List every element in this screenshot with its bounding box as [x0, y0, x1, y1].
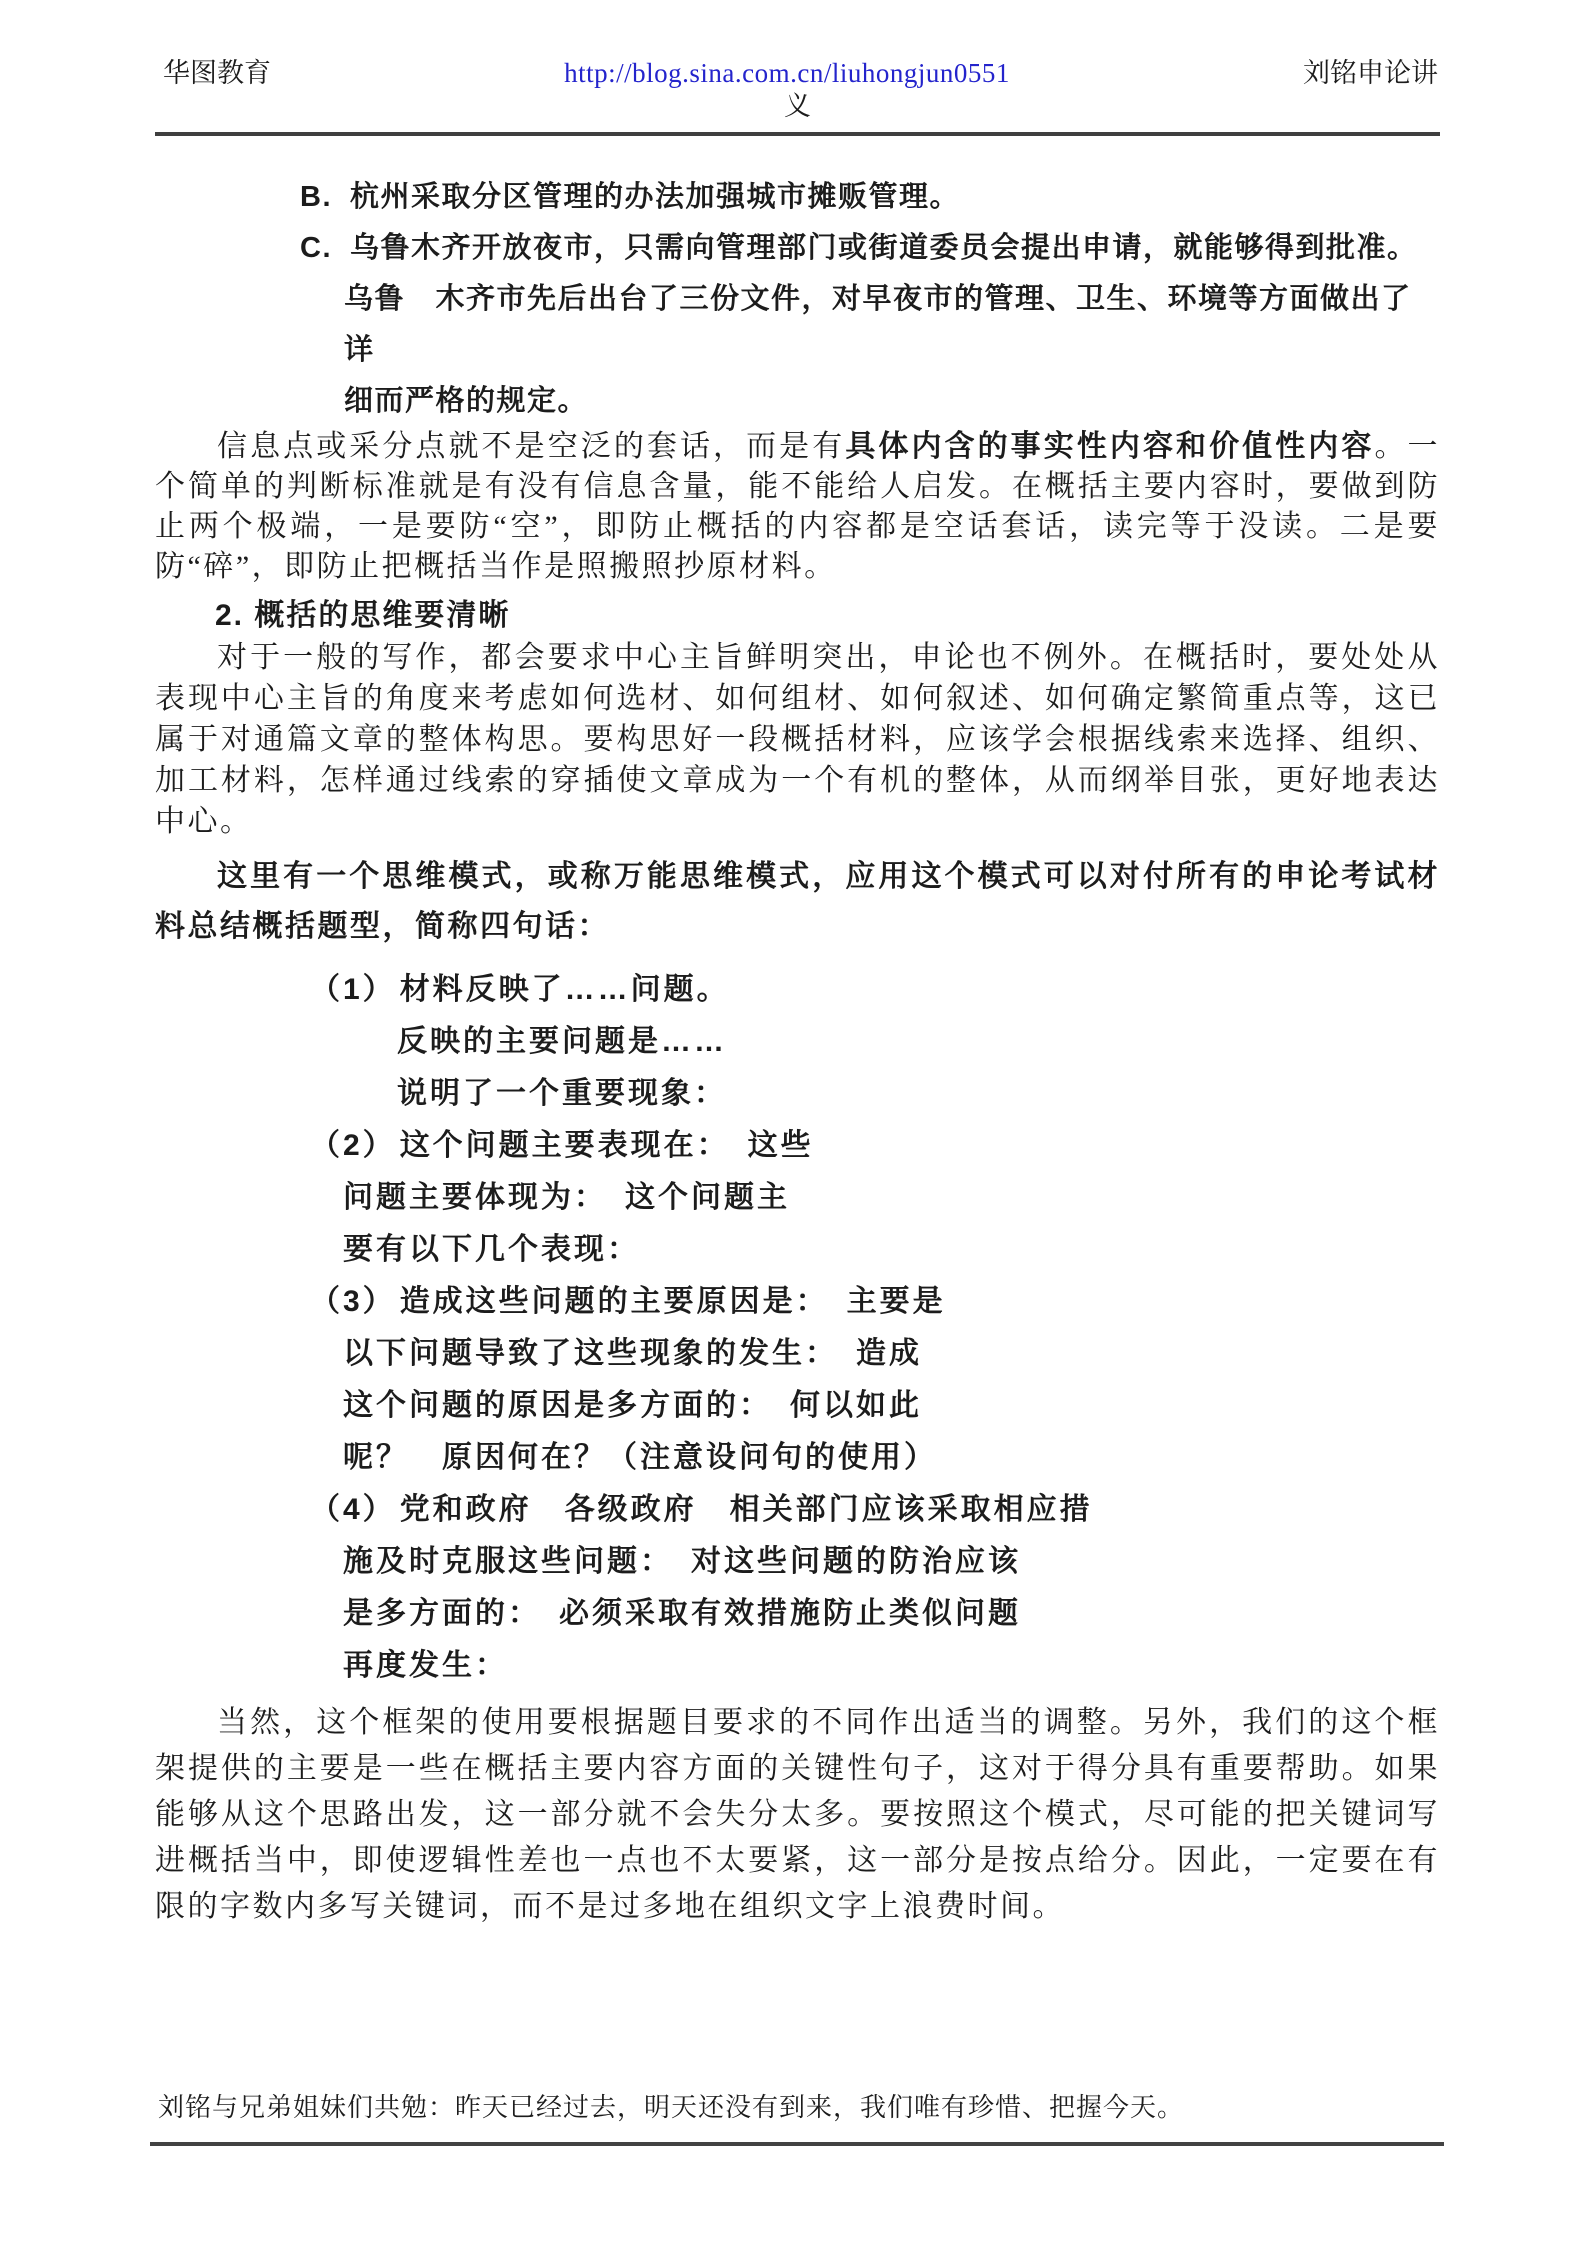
- formula-item-4-line-3: 是多方面的： 必须采取有效措施防止类似问题: [343, 1597, 1021, 1630]
- formula-item-1-line-1: [155, 964, 1440, 1016]
- formula-item-1-line-2: 反映的主要问题是……: [397, 1025, 727, 1058]
- formula-item-4-line-4: 再度发生：: [343, 1649, 508, 1682]
- formula-item-3-line-2: 以下问题导致了这些现象的发生： 造成: [343, 1337, 922, 1370]
- formula-item-2-line-2: 问题主要体现为： 这个问题主: [343, 1181, 790, 1214]
- formula-item-2-line-3: 要有以下几个表现：: [343, 1233, 640, 1266]
- option-c-text-line2: 乌鲁 木齐市先后出台了三份文件，对早夜市的管理、卫生、环境等方面做出了详: [344, 283, 1412, 366]
- paragraph-info-points-lead: 信息点或采分点就不是空泛的套话，而是有: [217, 430, 846, 463]
- page-header: [155, 56, 1440, 90]
- option-list: [155, 172, 1440, 427]
- paragraph-info-points-tail: 。一个简单的判断标准就是有没有信息含量，能不能给人启发。在概括主要内容时，要做到防止两个极端，一是要防“空”，即防止概括的内容都是空话套话，读完等于没读。二是要防“碎”，即防止把概括当作是照搬照抄原材料。: [155, 430, 1441, 583]
- footer-motto: 刘铭与兄弟姐妹们共勉：昨天已经过去，明天还没有到来，我们唯有珍惜、把握今天。: [158, 2093, 1185, 2122]
- paragraph-info-points: [155, 427, 1440, 587]
- formula-item-1-label: （1）: [310, 973, 396, 1006]
- formula-item-3-line-1: [155, 1276, 1440, 1328]
- footer-divider: [150, 2142, 1444, 2146]
- formula-item-3-line-3: 这个问题的原因是多方面的： 何以如此: [343, 1389, 922, 1422]
- option-b-row: [155, 172, 1440, 223]
- paragraph-info-points-bold: 具体内含的事实性内容和价值性内容: [845, 430, 1375, 463]
- formula-list: [155, 964, 1440, 1692]
- formula-item-2-line-1: [155, 1120, 1440, 1172]
- option-c-text-line3: 细而严格的规定。: [344, 385, 589, 417]
- formula-item-1-text: 材料反映了……问题。: [399, 973, 730, 1006]
- formula-item-3-text: 造成这些问题的主要原因是： 主要是: [399, 1285, 946, 1318]
- formula-item-2-text: 这个问题主要表现在： 这些: [399, 1129, 814, 1162]
- section-heading-2: 2. 概括的思维要清晰: [215, 599, 511, 632]
- formula-item-4-line-1: [155, 1484, 1440, 1536]
- formula-item-3-line-4: 呢？ 原因何在？（注意设问句的使用）: [343, 1441, 937, 1474]
- formula-item-2-label: （2）: [310, 1129, 396, 1162]
- formula-item-4-text: 党和政府 各级政府 相关部门应该采取相应措: [399, 1493, 1093, 1526]
- doc-title-wrapped-char: 义: [784, 91, 811, 121]
- option-c-label: C.: [300, 232, 332, 264]
- option-b-label: B.: [300, 181, 332, 213]
- header-divider: [155, 132, 1440, 136]
- formula-item-3-label: （3）: [310, 1285, 396, 1318]
- doc-title-right: 刘铭申论讲: [1302, 58, 1438, 88]
- option-b-text: 杭州采取分区管理的办法加强城市摊贩管理。: [350, 181, 961, 213]
- paragraph-thinking-model: 这里有一个思维模式，或称万能思维模式，应用这个模式可以对付所有的申论考试材料总结概括题型，简称四句话：: [155, 860, 1440, 943]
- blog-url-link[interactable]: http://blog.sina.com.cn/liuhongjun0551: [564, 58, 1010, 88]
- paragraph-closing: 当然，这个框架的使用要根据题目要求的不同作出适当的调整。另外，我们的这个框架提供的主要是一些在概括主要内容方面的关键性句子，这对于得分具有重要帮助。如果能够从这个思路出发，这一部分就不会失分太多。要按照这个模式，尽可能的把关键词写进概括当中，即使逻辑性差也一点也不太要紧，这一部分是按点给分。因此，一定要在有限的字数内多写关键词，而不是过多地在组织文字上浪费时间。: [155, 1706, 1440, 1923]
- formula-item-1-line-3: 说明了一个重要现象：: [397, 1077, 727, 1110]
- formula-item-4-line-2: 施及时克服这些问题： 对这些问题的防治应该: [343, 1545, 1021, 1578]
- option-c-text-line1: 乌鲁木齐开放夜市，只需向管理部门或街道委员会提出申请，就能够得到批准。: [350, 232, 1418, 264]
- paragraph-writing-theme: 对于一般的写作，都会要求中心主旨鲜明突出，申论也不例外。在概括时，要处处从表现中心主旨的角度来考虑如何选材、如何组材、如何叙述、如何确定繁简重点等，这已属于对通篇文章的整体构思。要构思好一段概括材料，应该学会根据线索来选择、组织、加工材料，怎样通过线索的穿插使文章成为一个有机的整体，从而纲举目张，更好地表达中心。: [155, 641, 1440, 838]
- formula-item-4-label: （4）: [310, 1493, 396, 1526]
- publisher-name: 华图教育: [163, 58, 271, 88]
- option-c-row: [155, 223, 1440, 274]
